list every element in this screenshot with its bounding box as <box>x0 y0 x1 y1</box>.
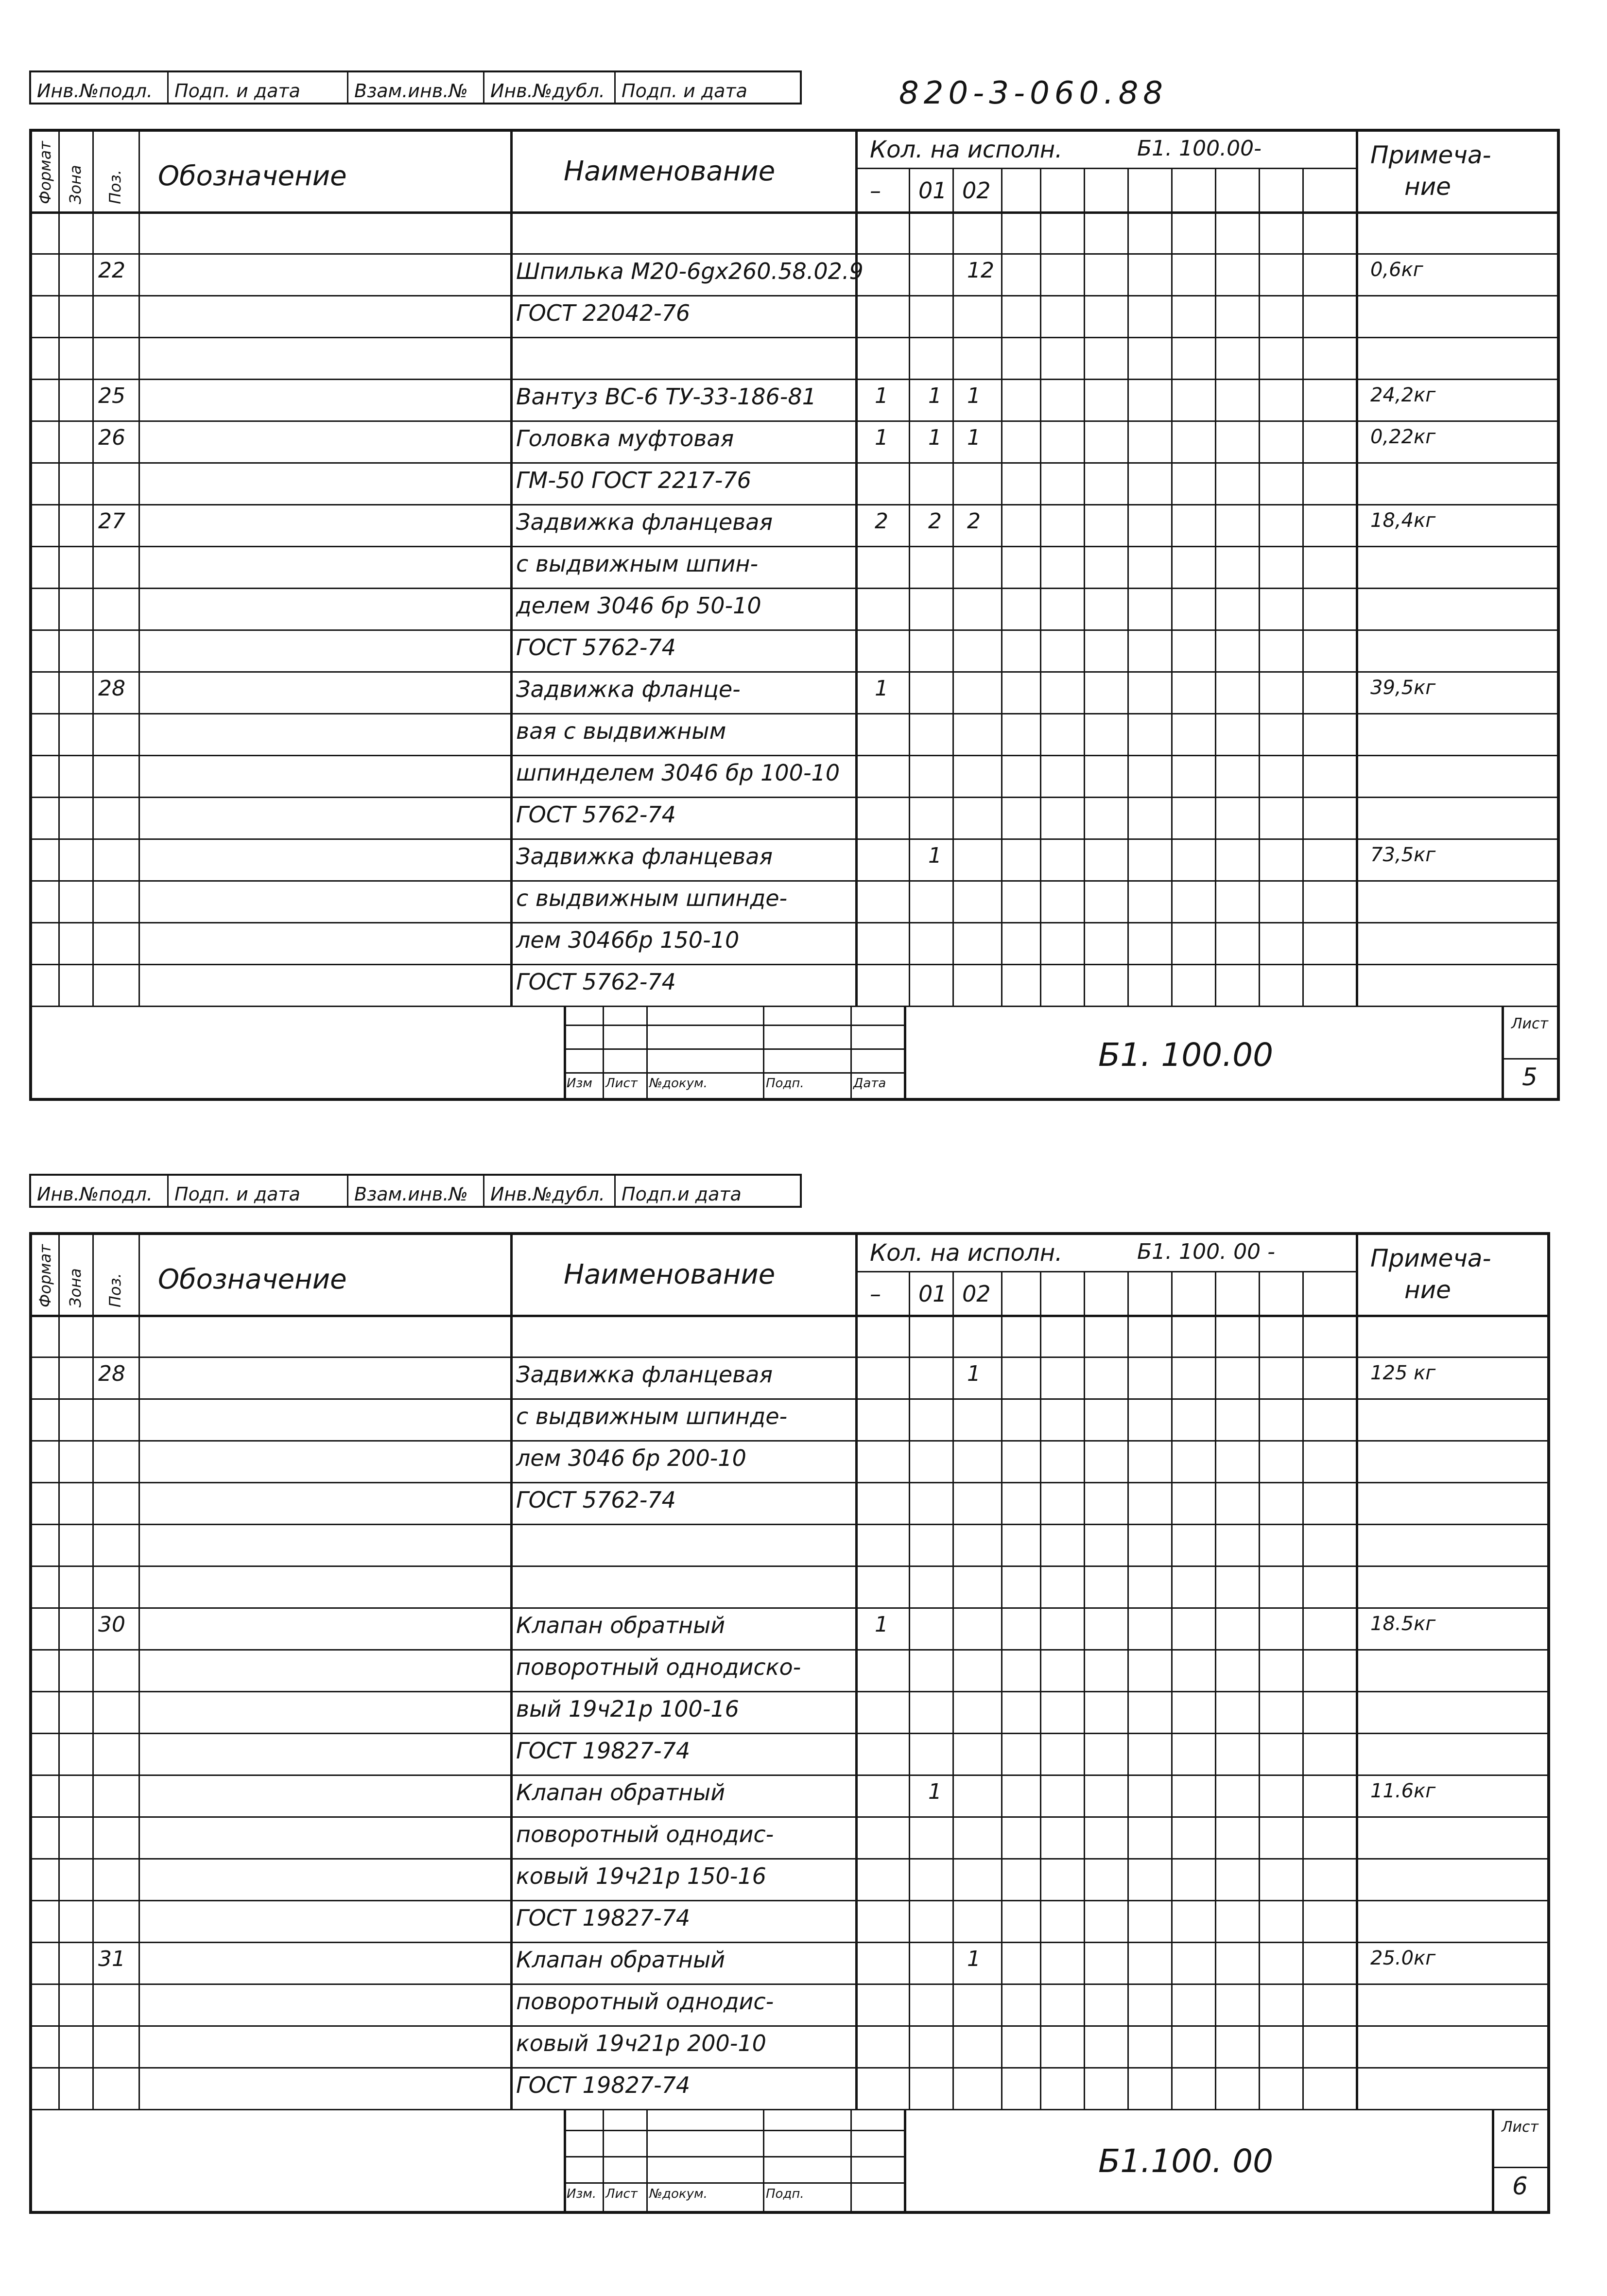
header-pos: Поз. <box>106 170 124 204</box>
column-divider <box>138 131 140 1006</box>
header-qty-base: – <box>870 177 881 204</box>
qty-header-divider <box>855 168 1356 169</box>
row-name: Головка муфтовая <box>516 425 734 452</box>
row-divider <box>29 253 1560 255</box>
row-name: лем 3046бр 150-10 <box>516 927 740 953</box>
row-divider <box>29 713 1560 714</box>
header-divider <box>29 211 1560 214</box>
row-name: ГОСТ 19827-74 <box>516 1905 691 1931</box>
column-divider <box>1001 168 1002 1006</box>
row-divider <box>29 1900 1550 1901</box>
row-note: 25.0кг <box>1370 1947 1436 1969</box>
row-divider <box>29 2067 1550 2069</box>
tb-sheet-label: Лист <box>1502 2119 1539 2136</box>
tb-col-divider <box>763 1006 764 1101</box>
row-name: поворотный однодис- <box>516 1988 774 2015</box>
column-divider <box>58 131 60 1006</box>
row-divider <box>29 2025 1550 2027</box>
tb-divider <box>564 1006 566 1101</box>
header-format: Формат <box>36 141 54 204</box>
row-position: 28 <box>98 1361 125 1386</box>
header-format: Формат <box>36 1244 54 1307</box>
column-divider <box>1171 1271 1173 2109</box>
row-note: 11.6кг <box>1370 1780 1436 1802</box>
tb-label: Лист <box>605 2186 638 2201</box>
row-qty-02: 1 <box>967 1947 981 1971</box>
row-divider <box>29 462 1560 464</box>
row-divider <box>29 504 1560 505</box>
column-divider <box>952 1271 954 2109</box>
column-divider <box>1171 168 1173 1006</box>
row-name: Задвижка фланцевая <box>516 509 773 535</box>
stamp-inv-podl: Инв.№подл. <box>37 1183 153 1205</box>
row-position: 26 <box>98 425 125 450</box>
row-note: 18.5кг <box>1370 1613 1436 1635</box>
row-position: 30 <box>98 1612 125 1637</box>
column-divider <box>1215 1271 1216 2109</box>
row-qty-02: 12 <box>967 258 994 283</box>
header-divider <box>29 1315 1550 1317</box>
row-divider <box>29 588 1560 589</box>
header-zone: Зона <box>66 1268 85 1307</box>
column-divider <box>510 131 513 1006</box>
row-divider <box>29 964 1560 965</box>
row-divider <box>29 2109 1550 2110</box>
header-qty-code: Б1. 100.00- <box>1137 136 1261 161</box>
stamp-inv-podl: Инв.№подл. <box>37 80 153 102</box>
header-designation: Обозначение <box>158 160 347 192</box>
tb-col-divider <box>646 1006 648 1101</box>
tb-divider <box>1492 2109 1494 2214</box>
tb-designation-code: Б1. 100.00 <box>1098 1036 1274 1074</box>
row-divider <box>29 838 1560 840</box>
column-divider <box>138 1235 140 2109</box>
tb-label: Подп. <box>766 2186 804 2201</box>
column-divider <box>952 168 954 1006</box>
column-divider <box>92 1235 94 2109</box>
stamp-podp-data: Подп. и дата <box>174 1183 300 1205</box>
tb-label: Подп. <box>766 1076 804 1091</box>
tb-divider <box>904 1006 906 1101</box>
header-qty-01: 01 <box>918 177 947 204</box>
row-name: с выдвижным шпинде- <box>516 885 788 911</box>
tb-divider <box>1502 1058 1560 1060</box>
column-divider <box>1215 168 1216 1006</box>
row-divider <box>29 797 1560 798</box>
row-name: ГОСТ 5762-74 <box>516 1487 676 1513</box>
row-divider <box>29 1983 1550 1985</box>
header-name: Наименование <box>564 1259 776 1290</box>
row-note: 0,6кг <box>1370 259 1423 281</box>
row-divider <box>29 1006 1560 1007</box>
row-name: вый 19ч21р 100-16 <box>516 1696 739 1722</box>
stamp-inv-dubl: Инв.№дубл. <box>490 80 605 102</box>
row-divider <box>29 420 1560 422</box>
tb-label: Изм <box>567 1076 592 1091</box>
column-divider <box>855 1235 858 2109</box>
row-name: Задвижка фланцевая <box>516 843 773 870</box>
tb-sheet-number: 5 <box>1522 1062 1538 1091</box>
tb-col-divider <box>850 1006 852 1101</box>
row-name: Задвижка фланце- <box>516 676 741 702</box>
row-divider <box>29 1649 1550 1651</box>
row-note: 125 кг <box>1370 1362 1436 1384</box>
column-divider <box>92 131 94 1006</box>
header-note-2: ние <box>1404 173 1451 201</box>
column-divider <box>1259 168 1260 1006</box>
stamp-inv-dubl: Инв.№дубл. <box>490 1183 605 1205</box>
header-qty-code: Б1. 100. 00 - <box>1137 1239 1275 1264</box>
row-note: 0,22кг <box>1370 426 1436 448</box>
row-divider <box>29 755 1560 756</box>
approval-stamp <box>29 70 802 104</box>
tb-row-divider <box>564 1025 904 1026</box>
tb-col-divider <box>763 2109 764 2214</box>
column-divider <box>1259 1271 1260 2109</box>
row-qty-01: 1 <box>928 383 942 408</box>
row-name: Шпилька М20-6gх260.58.02.9 <box>516 258 864 284</box>
row-name: делем 3046 бр 50-10 <box>516 592 761 619</box>
row-name: ГОСТ 5762-74 <box>516 969 676 995</box>
row-divider <box>29 1942 1550 1943</box>
stamp-podp-data-2: Подп.и дата <box>622 1183 742 1205</box>
row-name: шпинделем 3046 бр 100-10 <box>516 760 840 786</box>
row-divider <box>29 1774 1550 1776</box>
sheet-frame <box>29 1232 1550 2214</box>
row-name: Клапан обратный <box>516 1612 726 1638</box>
tb-row-divider <box>564 2156 904 2157</box>
row-divider <box>29 1440 1550 1442</box>
row-qty-01: 2 <box>928 509 942 534</box>
row-divider <box>29 629 1560 631</box>
column-divider <box>1040 1271 1041 2109</box>
column-divider <box>1001 1271 1002 2109</box>
header-qty-02: 02 <box>962 177 991 204</box>
header-qty-01: 01 <box>918 1281 947 1307</box>
row-divider <box>29 546 1560 547</box>
tb-divider <box>1502 1006 1504 1101</box>
row-note: 73,5кг <box>1370 844 1436 866</box>
stamp-podp-data-2: Подп. и дата <box>622 80 747 102</box>
stamp-vzam-inv: Взам.инв.№ <box>354 80 468 102</box>
column-divider <box>510 1235 513 2109</box>
row-qty-01: 1 <box>928 425 942 450</box>
tb-col-divider <box>603 2109 604 2214</box>
header-designation: Обозначение <box>158 1264 347 1295</box>
header-qty-02: 02 <box>962 1281 991 1307</box>
stamp-podp-data: Подп. и дата <box>174 80 300 102</box>
row-divider <box>29 1607 1550 1609</box>
row-divider <box>29 880 1560 882</box>
row-divider <box>29 295 1560 296</box>
row-divider <box>29 1816 1550 1818</box>
header-qty-title: Кол. на исполн. <box>870 1239 1063 1267</box>
header-note-1: Примеча- <box>1370 1244 1491 1272</box>
row-name: ГОСТ 5762-74 <box>516 801 676 828</box>
row-note: 24,2кг <box>1370 384 1436 406</box>
spec-sheet-5 <box>29 66 1560 1101</box>
row-divider <box>29 922 1560 923</box>
row-name: Клапан обратный <box>516 1779 726 1806</box>
row-note: 18,4кг <box>1370 509 1436 532</box>
row-name: ГМ-50 ГОСТ 2217-76 <box>516 467 751 493</box>
row-name: лем 3046 бр 200-10 <box>516 1445 746 1471</box>
qty-header-divider <box>855 1271 1356 1272</box>
tb-row-divider <box>564 2130 904 2131</box>
column-divider <box>1356 131 1358 1006</box>
tb-label: №докум. <box>649 1076 708 1091</box>
tb-col-divider <box>646 2109 648 2214</box>
column-divider <box>909 168 910 1006</box>
header-qty-title: Кол. на исполн. <box>870 136 1063 163</box>
row-qty-base: 1 <box>875 676 888 701</box>
tb-col-divider <box>603 1006 604 1101</box>
row-qty-02: 1 <box>967 1361 981 1386</box>
tb-label: №докум. <box>649 2186 708 2201</box>
column-divider <box>909 1271 910 2109</box>
header-note-2: ние <box>1404 1276 1451 1304</box>
document-code: 820-3-060.88 <box>899 75 1168 111</box>
tb-col-divider <box>850 2109 852 2214</box>
tb-label: Дата <box>853 1076 886 1091</box>
row-note: 39,5кг <box>1370 677 1436 699</box>
row-name: с выдвижным шпинде- <box>516 1403 788 1429</box>
column-divider <box>1302 1271 1304 2109</box>
column-divider <box>1040 168 1041 1006</box>
header-zone: Зона <box>66 165 85 204</box>
spec-sheet-6 <box>29 1174 1560 2214</box>
tb-divider <box>1492 2167 1550 2168</box>
row-divider <box>29 1565 1550 1567</box>
row-qty-02: 1 <box>967 425 981 450</box>
row-qty-02: 2 <box>967 509 981 534</box>
row-name: ковый 19ч21р 150-16 <box>516 1863 766 1889</box>
tb-divider <box>564 2109 566 2214</box>
column-divider <box>1084 1271 1085 2109</box>
tb-row-divider <box>564 2182 904 2184</box>
row-position: 31 <box>98 1947 125 1971</box>
row-divider <box>29 1357 1550 1358</box>
row-qty-base: 2 <box>875 509 888 534</box>
tb-sheet-label: Лист <box>1511 1015 1549 1032</box>
row-name: вая с выдвижным <box>516 718 726 744</box>
row-name: ковый 19ч21р 200-10 <box>516 2030 766 2056</box>
row-name: ГОСТ 5762-74 <box>516 634 676 661</box>
row-divider <box>29 1398 1550 1400</box>
row-name: с выдвижным шпин- <box>516 551 759 577</box>
header-qty-base: – <box>870 1281 881 1307</box>
row-name: поворотный однодиско- <box>516 1654 801 1680</box>
column-divider <box>1084 168 1085 1006</box>
row-position: 22 <box>98 258 125 283</box>
stamp-vzam-inv: Взам.инв.№ <box>354 1183 468 1205</box>
row-divider <box>29 1482 1550 1483</box>
row-divider <box>29 337 1560 338</box>
tb-label: Изм. <box>567 2186 597 2201</box>
column-divider <box>1127 1271 1129 2109</box>
row-name: Задвижка фланцевая <box>516 1361 773 1388</box>
row-name: поворотный однодис- <box>516 1821 774 1847</box>
row-qty-02: 1 <box>967 383 981 408</box>
column-divider <box>1356 1235 1358 2109</box>
row-name: Вантуз ВС-6 ТУ-33-186-81 <box>516 383 816 410</box>
row-qty-base: 1 <box>875 383 888 408</box>
header-pos: Поз. <box>106 1273 124 1307</box>
tb-label: Лист <box>605 1076 638 1091</box>
row-position: 27 <box>98 509 125 534</box>
tb-row-divider <box>564 1048 904 1050</box>
row-qty-base: 1 <box>875 425 888 450</box>
row-qty-01: 1 <box>928 1779 942 1804</box>
tb-divider <box>904 2109 906 2214</box>
tb-designation-code: Б1.100. 00 <box>1098 2142 1274 2180</box>
row-name: ГОСТ 19827-74 <box>516 2072 691 2098</box>
row-position: 28 <box>98 676 125 701</box>
row-divider <box>29 1858 1550 1860</box>
header-name: Наименование <box>564 156 776 187</box>
row-divider <box>29 1733 1550 1734</box>
row-position: 25 <box>98 383 125 408</box>
row-divider <box>29 1524 1550 1525</box>
row-name: ГОСТ 22042-76 <box>516 300 691 326</box>
tb-row-divider <box>564 1072 904 1074</box>
row-divider <box>29 671 1560 673</box>
row-qty-base: 1 <box>875 1612 888 1637</box>
column-divider <box>1127 168 1129 1006</box>
row-name: Клапан обратный <box>516 1947 726 1973</box>
column-divider <box>1302 168 1304 1006</box>
header-note-1: Примеча- <box>1370 141 1491 169</box>
row-name: ГОСТ 19827-74 <box>516 1738 691 1764</box>
row-divider <box>29 1691 1550 1692</box>
row-divider <box>29 379 1560 380</box>
approval-stamp <box>29 1174 802 1208</box>
column-divider <box>58 1235 60 2109</box>
tb-sheet-number: 6 <box>1512 2172 1528 2200</box>
row-qty-01: 1 <box>928 843 942 868</box>
